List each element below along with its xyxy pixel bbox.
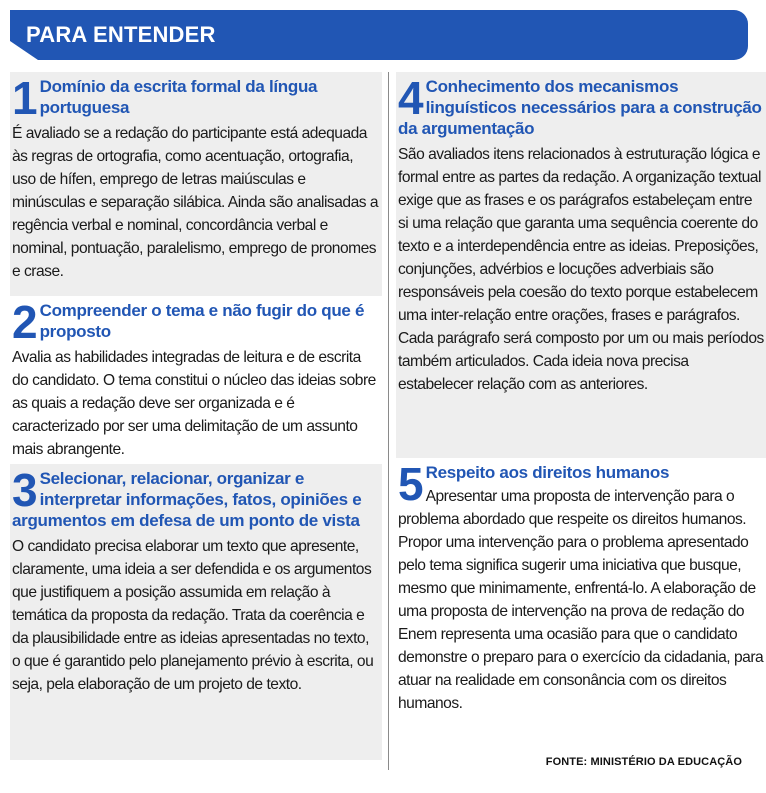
source-credit: FONTE: MINISTÉRIO DA EDUCAÇÃO [545, 756, 742, 768]
section-body: Avalia as habilidades integradas de leitura e de escrita do candidato. O tema constitui o núcleo das ideias sobre as quais a redação deve ser organizada e é caracterizado por ser uma delimitação de um assunto mais abrangente. [12, 349, 376, 458]
section-number: 1 [12, 72, 38, 124]
section-2 [10, 296, 382, 464]
section-title: Respeito aos direitos humanos [425, 463, 670, 482]
section-number: 4 [398, 72, 424, 124]
section-title: Domínio da escrita formal da língua portuguesa [39, 77, 318, 117]
section-title: Compreender o tema e não fugir do que é proposto [39, 301, 365, 341]
section-header [12, 464, 380, 531]
section-header [398, 458, 766, 510]
column-divider [388, 72, 389, 770]
section-header [12, 296, 380, 348]
section-title: Conhecimento dos mecanismos linguísticos necessários para a construção da argumentação [398, 77, 762, 138]
section-body: O candidato precisa elaborar um texto que apresente, claramente, uma ideia a ser defendida e os argumentos que justifiquem a posição assumida em relação à temática da proposta da redação. Trata da coerência e da plausibilidade entre as ideias apresentadas no texto, o que é garantido pelo planejamento prévio à escrita, ou seja, pela elaboração de um projeto de texto. [12, 538, 374, 693]
left-column [10, 72, 382, 760]
section-header [398, 72, 766, 139]
section-number: 5 [398, 458, 424, 510]
section-number: 3 [12, 464, 38, 516]
right-column [396, 72, 766, 764]
section-body: São avaliados itens relacionados à estruturação lógica e formal entre as partes da redação. A organização textual exige que as frases e os parágrafos estabeleçam entre si uma relação que garanta uma sequência coerente do texto e a interdependência entre as ideias. Preposições, conjunções, advérbios e locuções adverbiais são responsáveis pela coesão do texto porque estabelecem uma inter-relação entre orações, frases e parágrafos. Cada parágrafo será composto por um ou mais períodos também articulados. Cada ideia nova precisa estabelecer relação com as anteriores. [398, 146, 764, 393]
section-1 [10, 72, 382, 296]
section-body: É avaliado se a redação do participante está adequada às regras de ortografia, como acentuação, ortografia, uso de hífen, emprego de letras maiúsculas e minúsculas e separação silábica. Ainda são analisadas a regência verbal e nominal, concordância verbal e nominal, pontuação, paralelismo, emprego de pronomes e crase. [12, 125, 379, 280]
section-5 [396, 458, 766, 764]
section-title: Selecionar, relacionar, organizar e interpretar informações, fatos, opiniões e argumentos em defesa de um ponto de vista [12, 469, 362, 530]
section-body: Apresentar uma proposta de intervenção para o problema abordado que respeite os direitos humanos. Propor uma intervenção para o problema apresentado pelo tema significa sugerir uma iniciativa que busque, mesmo que minimamente, enfrentá-lo. A elaboração de uma proposta de intervenção na prova de redação do Enem representa uma ocasião para que o candidato demonstre o preparo para o exercício da cidadania, para atuar na realidade em consonância com os direitos humanos. [398, 488, 764, 712]
section-3 [10, 464, 382, 760]
section-header [12, 72, 380, 124]
page-title: PARA ENTENDER [26, 22, 216, 47]
section-number: 2 [12, 296, 38, 348]
section-4 [396, 72, 766, 458]
